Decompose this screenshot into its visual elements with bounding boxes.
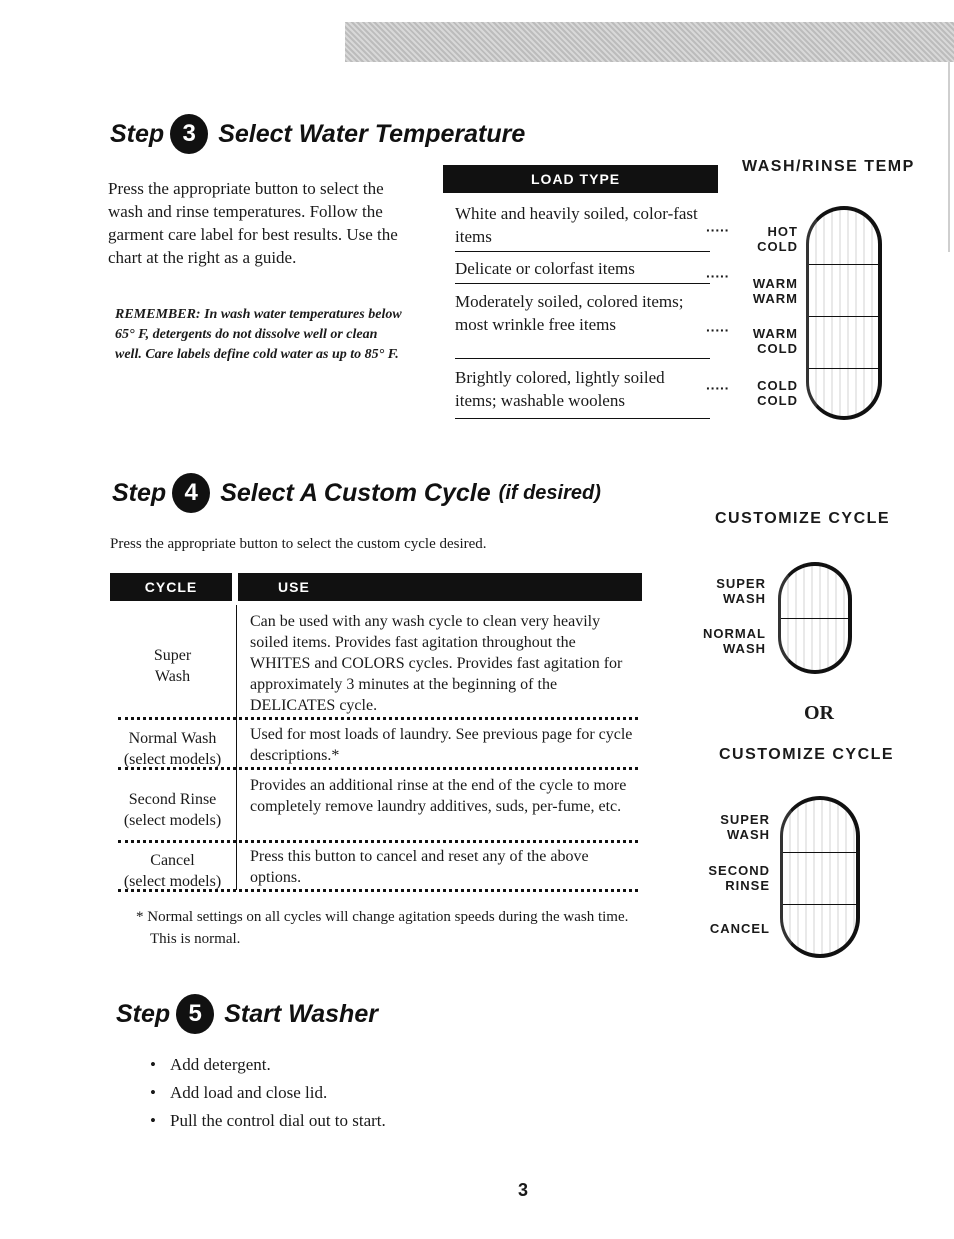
- cycle-name: [110, 789, 235, 831]
- temp-button-divider: [809, 316, 878, 317]
- wash-temp: WARM: [752, 276, 798, 291]
- row-divider: [455, 251, 710, 252]
- dotted-divider: [118, 767, 638, 770]
- footnote: * Normal settings on all cycles will change agitation speeds during the wash time. This is normal.: [136, 909, 629, 947]
- rinse-temp: COLD: [757, 393, 798, 408]
- row-divider: [455, 418, 710, 419]
- cycle-name: [110, 728, 235, 770]
- cycle-use: Press this button to cancel and reset any of the above options.: [250, 848, 589, 886]
- header-band: [345, 22, 954, 62]
- temp-button-divider: [809, 368, 878, 369]
- wash-temp: COLD: [757, 378, 798, 393]
- cycle-name-text: Normal Wash: [128, 730, 217, 747]
- step-number-badge: 5: [176, 994, 214, 1034]
- label-line: SUPER: [720, 812, 770, 827]
- bullet-item: • Pull the control dial out to start.: [150, 1107, 386, 1135]
- cycle-name-text: Cancel: [150, 852, 195, 869]
- cycle-note: (select models): [123, 812, 222, 829]
- label-line: SECOND: [708, 863, 770, 878]
- label-line: WASH: [723, 591, 766, 606]
- rinse-temp: WARM: [752, 291, 798, 306]
- customize-cycle-header-2: CUSTOMIZE CYCLE: [719, 746, 895, 763]
- temp-label-3: [740, 326, 798, 356]
- cycle-name: [110, 645, 235, 687]
- step-word: Step: [116, 999, 171, 1028]
- load-row-3: Moderately soiled, colored items; most wrinkle free items: [455, 292, 684, 334]
- step-number-badge: 3: [170, 114, 208, 154]
- temperature-button-panel: [806, 206, 882, 420]
- cycle-note: (select models): [123, 751, 222, 768]
- step4-intro: Press the appropriate button to select the custom cycle desired.: [110, 536, 487, 552]
- temp-label-4: [740, 378, 798, 408]
- step-number-badge: 4: [172, 473, 210, 513]
- dotted-divider: [118, 717, 638, 720]
- dotted-divider: [118, 840, 638, 843]
- panel2-label-cancel: [692, 921, 770, 936]
- leader-dots: ·····: [706, 222, 730, 238]
- wash-rinse-temp-header: WASH/RINSE TEMP: [742, 158, 915, 175]
- step3-heading: [110, 114, 525, 154]
- label-line: RINSE: [725, 878, 770, 893]
- remember-note: REMEMBER: In wash water temperatures below 65° F, detergents do not dissolve well or clean well. Care labels define cold water as up to 85° F.: [115, 307, 402, 362]
- load-type-header: LOAD TYPE: [443, 165, 718, 193]
- label-line: WASH: [727, 827, 770, 842]
- leader-dots: ·····: [706, 380, 730, 396]
- panel-button-divider: [783, 852, 856, 853]
- load-row-2: Delicate or colorfast items: [455, 259, 635, 278]
- or-text: OR: [804, 702, 834, 724]
- step5-title: Start Washer: [224, 999, 378, 1028]
- use-column-header: USE: [238, 573, 642, 601]
- step-word: Step: [110, 119, 165, 148]
- bullet-item: • Add detergent.: [150, 1051, 386, 1079]
- cycle-use: Provides an additional rinse at the end of the cycle to more completely remove laundry additives, suds, per-fume, etc.: [250, 777, 627, 815]
- load-row-4: Brightly colored, lightly soiled items; washable woolens: [455, 368, 665, 410]
- page-number: 3: [518, 1180, 529, 1200]
- step5-heading: [116, 994, 378, 1034]
- panel-button-divider: [781, 618, 848, 619]
- cycle-use: Used for most loads of laundry. See previous page for cycle descriptions.*: [250, 726, 633, 764]
- temp-label-1: [740, 224, 798, 254]
- cycle-name: [110, 850, 235, 892]
- wash-temp: WARM: [752, 326, 798, 341]
- rinse-temp: COLD: [757, 239, 798, 254]
- cycle-column-header: CYCLE: [110, 573, 232, 601]
- bullet-item: • Add load and close lid.: [150, 1079, 386, 1107]
- step3-intro: Press the appropriate button to select the wash and rinse temperatures. Follow the garment care label for best results. Use the chart at the right as a guide.: [108, 179, 398, 267]
- step4-subtitle: (if desired): [498, 481, 601, 504]
- row-divider: [455, 358, 710, 359]
- step4-title: Select A Custom Cycle: [220, 478, 491, 507]
- row-divider: [455, 283, 710, 284]
- panel1-label-super-wash: [690, 576, 766, 606]
- cycle-use: Can be used with any wash cycle to clean very heavily soiled items. Provides fast agitation throughout the WHITES and COLORS cycles. Provides fast agitation for approximately 3 minutes at the beginning of the DELICATES cycle.: [250, 613, 623, 714]
- leader-dots: ·····: [706, 268, 730, 284]
- step4-heading: [112, 473, 601, 513]
- leader-dots: ·····: [706, 322, 730, 338]
- step3-title: Select Water Temperature: [218, 119, 526, 148]
- step5-bullet-list: [150, 1051, 386, 1135]
- margin-line: [948, 62, 950, 252]
- cycle-name-text: Super Wash: [153, 647, 192, 685]
- custom-cycle-button-panel-2: [780, 796, 860, 958]
- label-line: WASH: [723, 641, 766, 656]
- label-line: SUPER: [716, 576, 766, 591]
- step-word: Step: [112, 478, 167, 507]
- cycle-note: (select models): [123, 873, 222, 890]
- label-line: CANCEL: [709, 921, 770, 936]
- load-row-1: White and heavily soiled, color-fast items: [455, 204, 698, 246]
- label-line: NORMAL: [702, 626, 766, 641]
- panel2-label-second-rinse: [692, 863, 770, 893]
- rinse-temp: COLD: [757, 341, 798, 356]
- customize-cycle-header-1: CUSTOMIZE CYCLE: [715, 510, 891, 527]
- table-column-divider: [236, 605, 237, 890]
- temp-label-2: [740, 276, 798, 306]
- cycle-name-text: Second Rinse: [128, 791, 217, 808]
- dotted-divider: [118, 889, 638, 892]
- wash-temp: HOT: [767, 224, 798, 239]
- panel-button-divider: [783, 904, 856, 905]
- custom-cycle-button-panel-1: [778, 562, 852, 674]
- panel1-label-normal-wash: [690, 626, 766, 656]
- temp-button-divider: [809, 264, 878, 265]
- panel2-label-super-wash: [692, 812, 770, 842]
